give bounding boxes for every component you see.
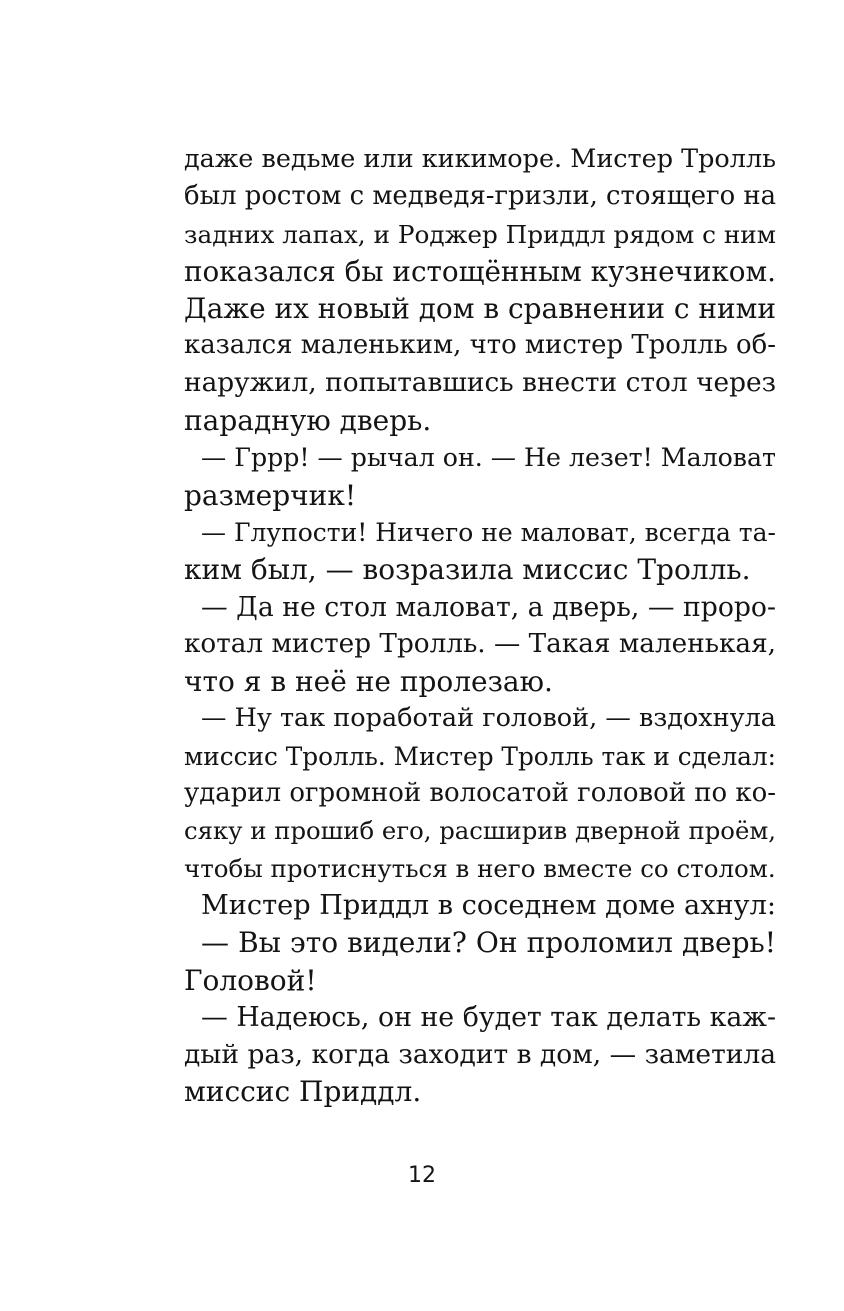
text-line: парадную дверь. [184,404,432,438]
text-line: задних лапах, и Роджер Приддл рядом с ним [184,219,776,249]
text-line: казался маленьким, что мистер Тролль об- [184,330,776,361]
text-line: ударил огромной волосатой головой по ко- [184,778,776,809]
text-line: Мистер Приддл в соседнем доме ахнул: [201,889,776,921]
text-line: наружил, попытавшись внести стол через [184,367,776,398]
text-line: котал мистер Тролль. — Такая маленькая, [184,628,776,659]
text-line: — Вы это видели? Он проломил дверь! [201,926,776,960]
text-line: ким был, — возразила миссис Тролль. [184,553,751,587]
text-line: миссис Приддл. [184,1075,422,1109]
text-line: миссис Тролль. Мистер Тролль так и сделал: [184,741,776,771]
body-text [184,141,776,1111]
text-line: сяку и прошиб его, расширив дверной проём, [184,816,776,846]
text-line: был ростом с медведя-гризли, стоящего на [184,181,776,212]
text-line: размерчик! [184,478,357,512]
text-line: — Надеюсь, он не будет так делать каж- [201,1001,776,1033]
text-line: показался бы истощённым кузнечиком. [184,254,776,288]
text-line: — Да не стол маловат, а дверь, — проро- [201,591,776,623]
text-line: — Гррр! — рычал он. — Не лезет! Маловат [201,443,776,473]
text-line: — Глупости! Ничего не маловат, всегда та- [201,517,776,547]
text-line: даже ведьме или кикиморе. Мистер Тролль [184,144,776,174]
text-line: что я в неё не пролезаю. [184,665,553,699]
text-line: дый раз, когда заходит в дом, — заметила [184,1039,776,1071]
text-line: чтобы протиснуться в него вместе со столом. [184,853,776,883]
text-line: — Ну так поработай головой, — вздохнула [201,703,776,734]
page-number: 12 [408,1163,436,1188]
text-line: Головой! [184,963,317,997]
text-line: Даже их новый дом в сравнении с ними [184,292,776,326]
